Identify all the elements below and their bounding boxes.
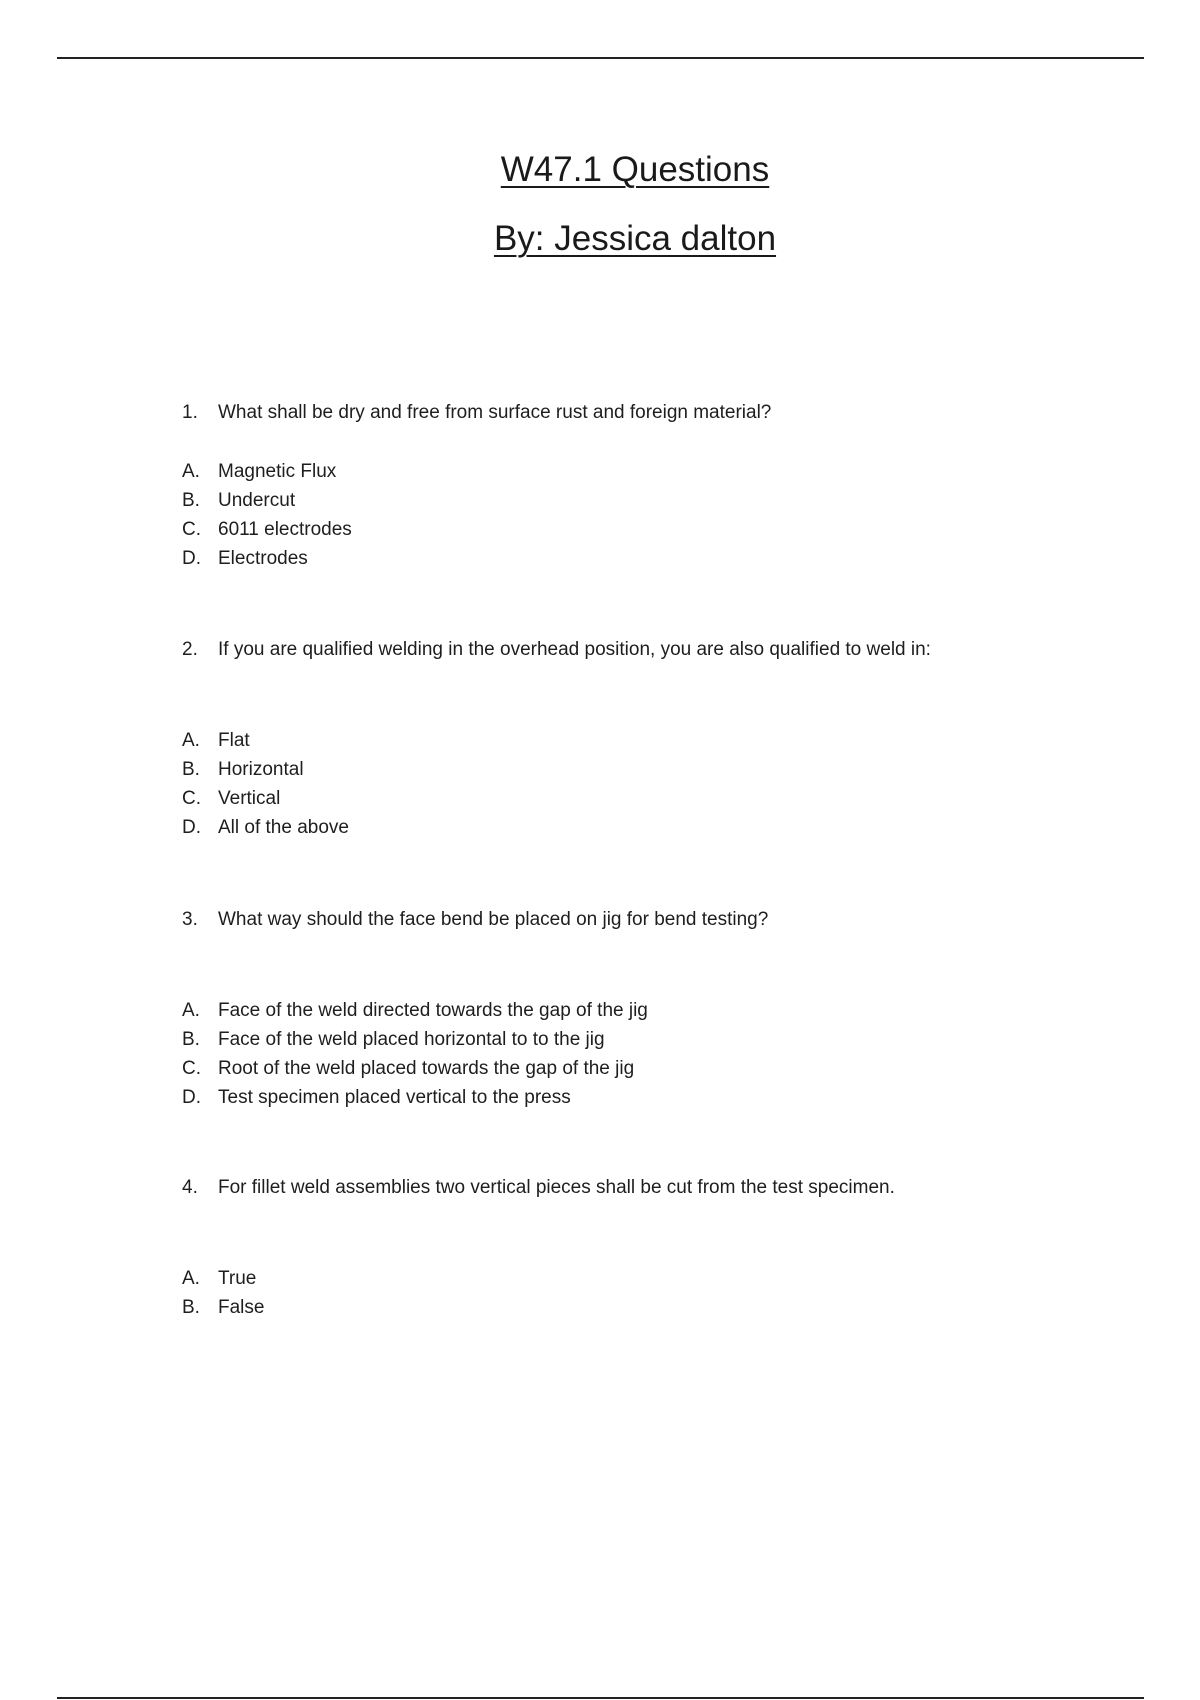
option-text: Test specimen placed vertical to the press <box>218 1087 571 1108</box>
bottom-rule <box>57 1697 1144 1699</box>
question-text: What way should the face bend be placed on jig for bend testing? <box>218 909 769 930</box>
answer-options-4 <box>182 1267 264 1325</box>
author-line: By: Jessica dalton <box>493 219 777 258</box>
option-text: Vertical <box>218 788 281 809</box>
answer-options-1 <box>182 460 352 576</box>
option-item <box>182 758 349 787</box>
option-item <box>182 1086 648 1115</box>
answer-options-2 <box>182 729 349 845</box>
option-letter: B. <box>182 1297 200 1318</box>
option-text: Face of the weld placed horizontal to to the jig <box>218 1029 605 1050</box>
option-item <box>182 816 349 845</box>
question-number: 2. <box>182 639 198 660</box>
top-rule <box>57 57 1144 59</box>
option-letter: D. <box>182 817 201 838</box>
option-item <box>182 1057 648 1086</box>
option-letter: C. <box>182 1058 201 1079</box>
option-item <box>182 489 352 518</box>
question-text: What shall be dry and free from surface rust and foreign material? <box>218 402 772 423</box>
option-text: Magnetic Flux <box>218 461 337 482</box>
option-text: Horizontal <box>218 759 304 780</box>
option-letter: A. <box>182 461 200 482</box>
option-item <box>182 460 352 489</box>
option-text: All of the above <box>218 817 349 838</box>
option-letter: B. <box>182 490 200 511</box>
question-2 <box>182 638 931 662</box>
option-item <box>182 1267 264 1296</box>
option-letter: C. <box>182 519 201 540</box>
option-item <box>182 547 352 576</box>
option-letter: B. <box>182 759 200 780</box>
option-item <box>182 1296 264 1325</box>
option-text: False <box>218 1297 265 1318</box>
option-letter: D. <box>182 548 201 569</box>
option-text: Flat <box>218 730 250 751</box>
option-item <box>182 999 648 1028</box>
option-item <box>182 518 352 547</box>
page-title: W47.1 Questions <box>500 150 770 189</box>
question-text: For fillet weld assemblies two vertical pieces shall be cut from the test specimen. <box>218 1177 895 1198</box>
option-letter: A. <box>182 1000 200 1021</box>
option-item <box>182 787 349 816</box>
question-1 <box>182 401 771 425</box>
question-number: 3. <box>182 909 198 930</box>
option-text: 6011 electrodes <box>218 519 352 540</box>
option-text: Root of the weld placed towards the gap of the jig <box>218 1058 635 1079</box>
question-3 <box>182 908 768 932</box>
question-number: 1. <box>182 402 198 423</box>
option-letter: C. <box>182 788 201 809</box>
option-letter: A. <box>182 1268 200 1289</box>
question-4 <box>182 1176 895 1200</box>
option-text: Face of the weld directed towards the gap of the jig <box>218 1000 648 1021</box>
option-item <box>182 1028 648 1057</box>
answer-options-3 <box>182 999 648 1115</box>
option-text: Undercut <box>218 490 296 511</box>
option-text: True <box>218 1268 257 1289</box>
option-letter: B. <box>182 1029 200 1050</box>
option-item <box>182 729 349 758</box>
option-text: Electrodes <box>218 548 308 569</box>
option-letter: A. <box>182 730 200 751</box>
question-number: 4. <box>182 1177 198 1198</box>
question-text: If you are qualified welding in the overhead position, you are also qualified to weld in: <box>218 639 931 660</box>
option-letter: D. <box>182 1087 201 1108</box>
